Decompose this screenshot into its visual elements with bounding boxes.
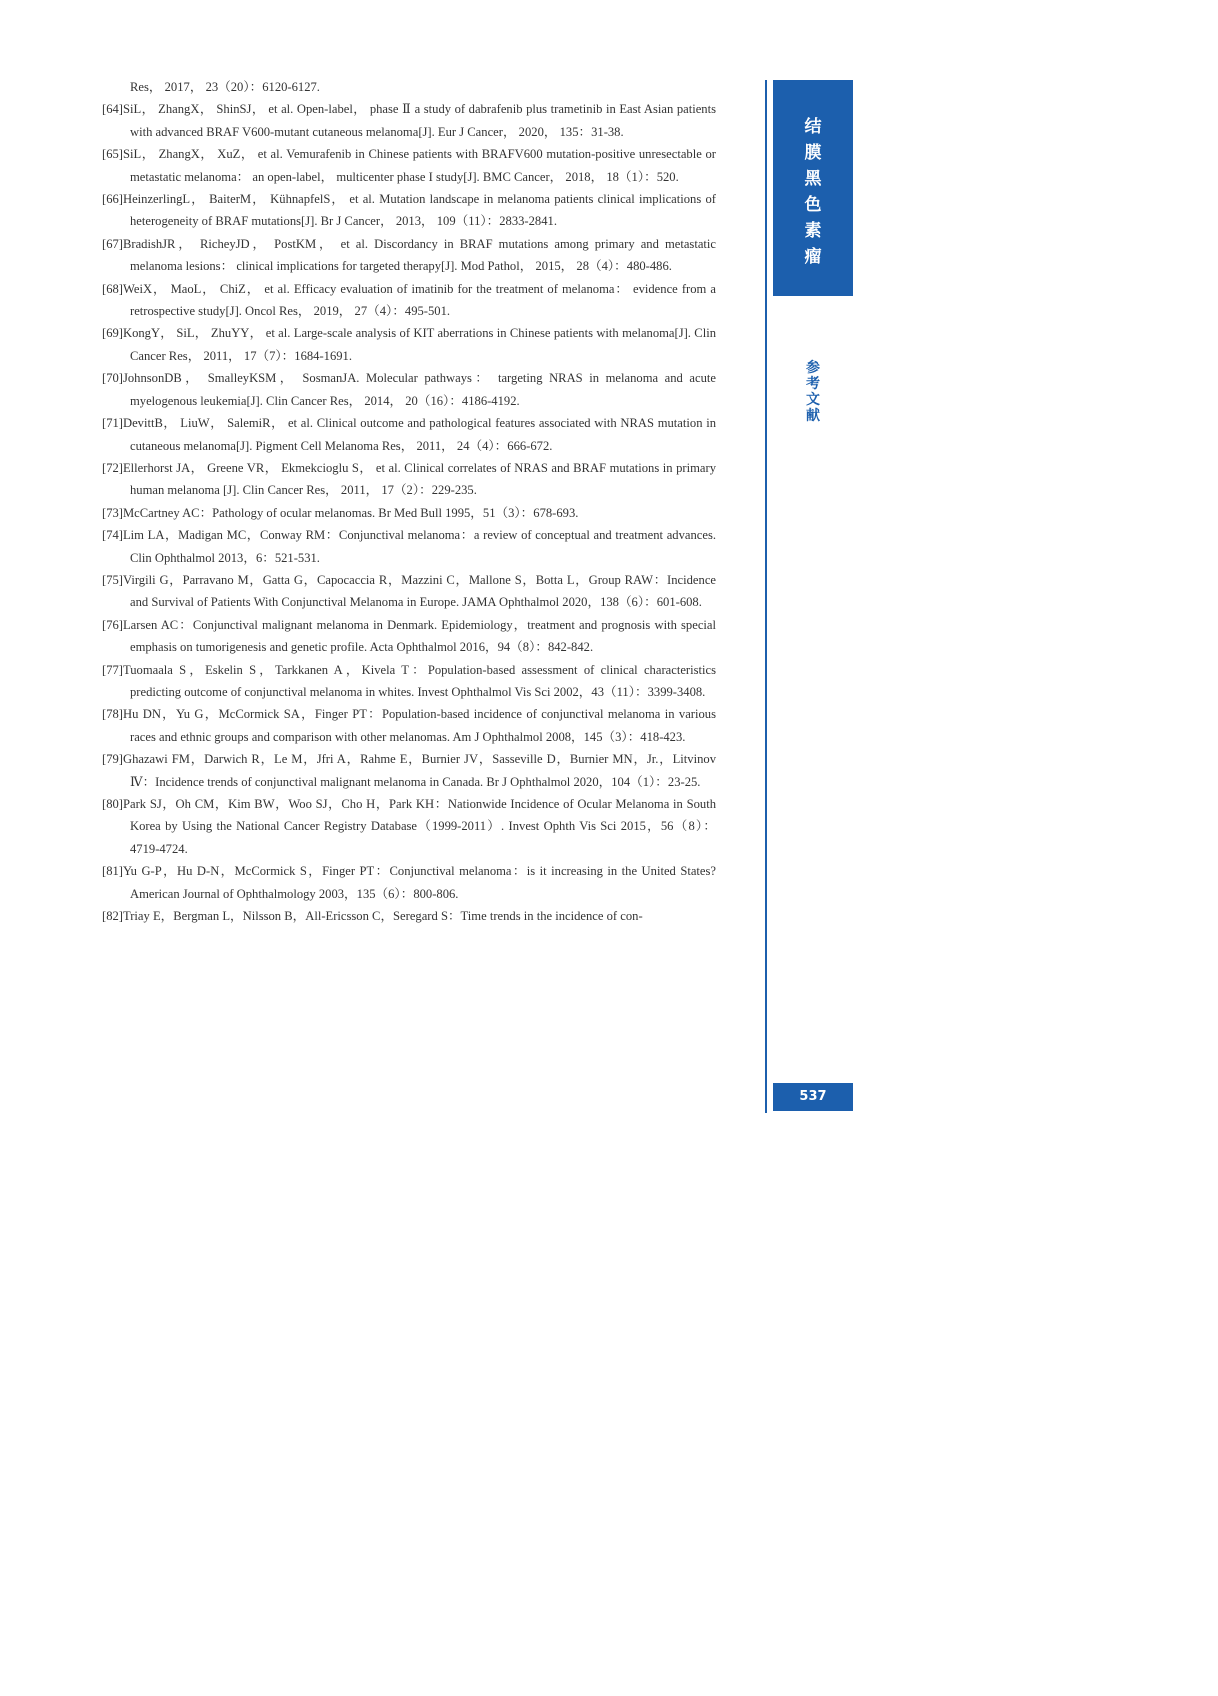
- page-number-box: [773, 1083, 853, 1111]
- reference-item: [75]Virgili G，Parravano M，Gatta G，Capocaccia R，Mazzini C，Mallone S，Botta L，Group RAW：Incidence and Survival of Patients With Conjunctival Melanoma in Europe. JAMA Ophthalmol 2020，138（6）：601-608.: [102, 572, 716, 610]
- chapter-title-char: 色: [804, 195, 822, 215]
- chapter-title-char: 瘤: [804, 247, 822, 267]
- section-label: [773, 360, 853, 424]
- section-label-char: 献: [806, 408, 820, 424]
- reference-item: [69]KongY， SiL， ZhuYY， et al. Large-scale analysis of KIT aberrations in Chinese patients with melanoma[J]. Clin Cancer Res， 2011， 17（7）：1684-1691.: [102, 326, 716, 363]
- chapter-title: [773, 114, 853, 270]
- reference-item: [68]WeiX， MaoL， ChiZ， et al. Efficacy evaluation of imatinib for the treatment of melanoma： evidence from a retrospective study[J]. Oncol Res， 2019， 27（4）：495-501.: [102, 281, 716, 319]
- reference-item: Res， 2017， 23（20）：6120-6127.: [130, 80, 320, 94]
- section-label-char: 参: [806, 360, 820, 376]
- margin-rule: [765, 80, 767, 1113]
- reference-item: [73]McCartney AC：Pathology of ocular melanomas. Br Med Bull 1995，51（3）：678-693.: [102, 505, 579, 520]
- reference-item: [80]Park SJ，Oh CM，Kim BW，Woo SJ，Cho H，Park KH：Nationwide Incidence of Ocular Melanoma in South Korea by Using the National Cancer Registry Database（1999-2011）. Invest Ophth Vis Sci 2015，56（8）：4719-4724.: [102, 797, 716, 856]
- chapter-title-char: 素: [804, 221, 822, 241]
- reference-item: [71]DevittB， LiuW， SalemiR， et al. Clinical outcome and pathological features associated with NRAS mutation in cutaneous melanoma[J]. Pigment Cell Melanoma Res， 2011， 24（4）：666-672.: [102, 416, 716, 453]
- reference-item: [65]SiL， ZhangX， XuZ， et al. Vemurafenib in Chinese patients with BRAFV600 mutation-positive unresectable or metastatic melanoma： an open-label， multicenter phase I study[J]. BMC Cancer， 2018， 18（1）：520.: [102, 147, 716, 184]
- reference-list: [102, 76, 716, 927]
- reference-item: [67]BradishJR， RicheyJD， PostKM， et al. Discordancy in BRAF mutations among primary and metastatic melanoma lesions： clinical implications for targeted therapy[J]. Mod Pathol， 2015， 28（4）：480-486.: [102, 236, 716, 274]
- reference-item: [70]JohnsonDB， SmalleyKSM， SosmanJA. Molecular pathways： targeting NRAS in melanoma and acute myelogenous leukemia[J]. Clin Cancer Res， 2014， 20（16）：4186-4192.: [102, 371, 716, 408]
- section-label-char: 文: [806, 392, 820, 408]
- reference-item: [74]Lim LA，Madigan MC，Conway RM：Conjunctival melanoma：a review of conceptual and treatment advances. Clin Ophthalmol 2013，6：521-531.: [102, 528, 716, 565]
- reference-item: [77]Tuomaala S，Eskelin S，Tarkkanen A，Kivela T：Population-based assessment of clinical characteristics predicting outcome of conjunctival melanoma in whites. Invest Ophthalmol Vis Sci 2002，43（11）：3399-3408.: [102, 662, 716, 699]
- reference-item: [82]Triay E，Bergman L，Nilsson B，All-Ericsson C，Seregard S：Time trends in the incidence of con-: [102, 909, 643, 924]
- chapter-title-char: 黑: [804, 169, 822, 189]
- reference-item: [64]SiL， ZhangX， ShinSJ， et al. Open-label， phase Ⅱ a study of dabrafenib plus trametinib in East Asian patients with advanced BRAF V600-mutant cutaneous melanoma[J]. Eur J Cancer， 2020， 135：31-38.: [102, 102, 716, 139]
- reference-item: [81]Yu G-P，Hu D-N，McCormick S，Finger PT：Conjunctival melanoma：is it increasing in the United States? American Journal of Ophthalmology 2003，135（6）：800-806.: [102, 864, 716, 901]
- chapter-title-char: 结: [804, 117, 822, 137]
- chapter-tab: [773, 80, 853, 296]
- chapter-title-char: 膜: [804, 143, 822, 163]
- reference-item: [78]Hu DN，Yu G，McCormick SA，Finger PT：Population-based incidence of conjunctival melanoma in various races and ethnic groups and comparison with other melanomas. Am J Ophthalmol 2008，145（3）：418-423.: [102, 707, 716, 744]
- reference-item: [76]Larsen AC：Conjunctival malignant melanoma in Denmark. Epidemiology，treatment and prognosis with special emphasis on tumorigenesis and genetic profile. Acta Ophthalmol 2016，94（8）：842-842.: [102, 617, 716, 655]
- section-label-char: 考: [806, 376, 820, 392]
- reference-item: [72]Ellerhorst JA， Greene VR， Ekmekcioglu S， et al. Clinical correlates of NRAS and BRAF mutations in primary human melanoma [J]. Clin Cancer Res， 2011， 17（2）：229-235.: [102, 460, 716, 498]
- reference-item: [79]Ghazawi FM，Darwich R，Le M，Jfri A，Rahme E，Burnier JV，Sasseville D，Burnier MN，Jr.，Litvinov Ⅳ：Incidence trends of conjunctival malignant melanoma in Canada. Br J Ophthalmol 2020，104（1）：23-25.: [102, 752, 716, 789]
- reference-item: [66]HeinzerlingL， BaiterM， KühnapfelS， et al. Mutation landscape in melanoma patients clinical implications of heterogeneity of BRAF mutations[J]. Br J Cancer， 2013， 109（11）：2833-2841.: [102, 192, 716, 229]
- page-number: 537: [799, 1089, 827, 1104]
